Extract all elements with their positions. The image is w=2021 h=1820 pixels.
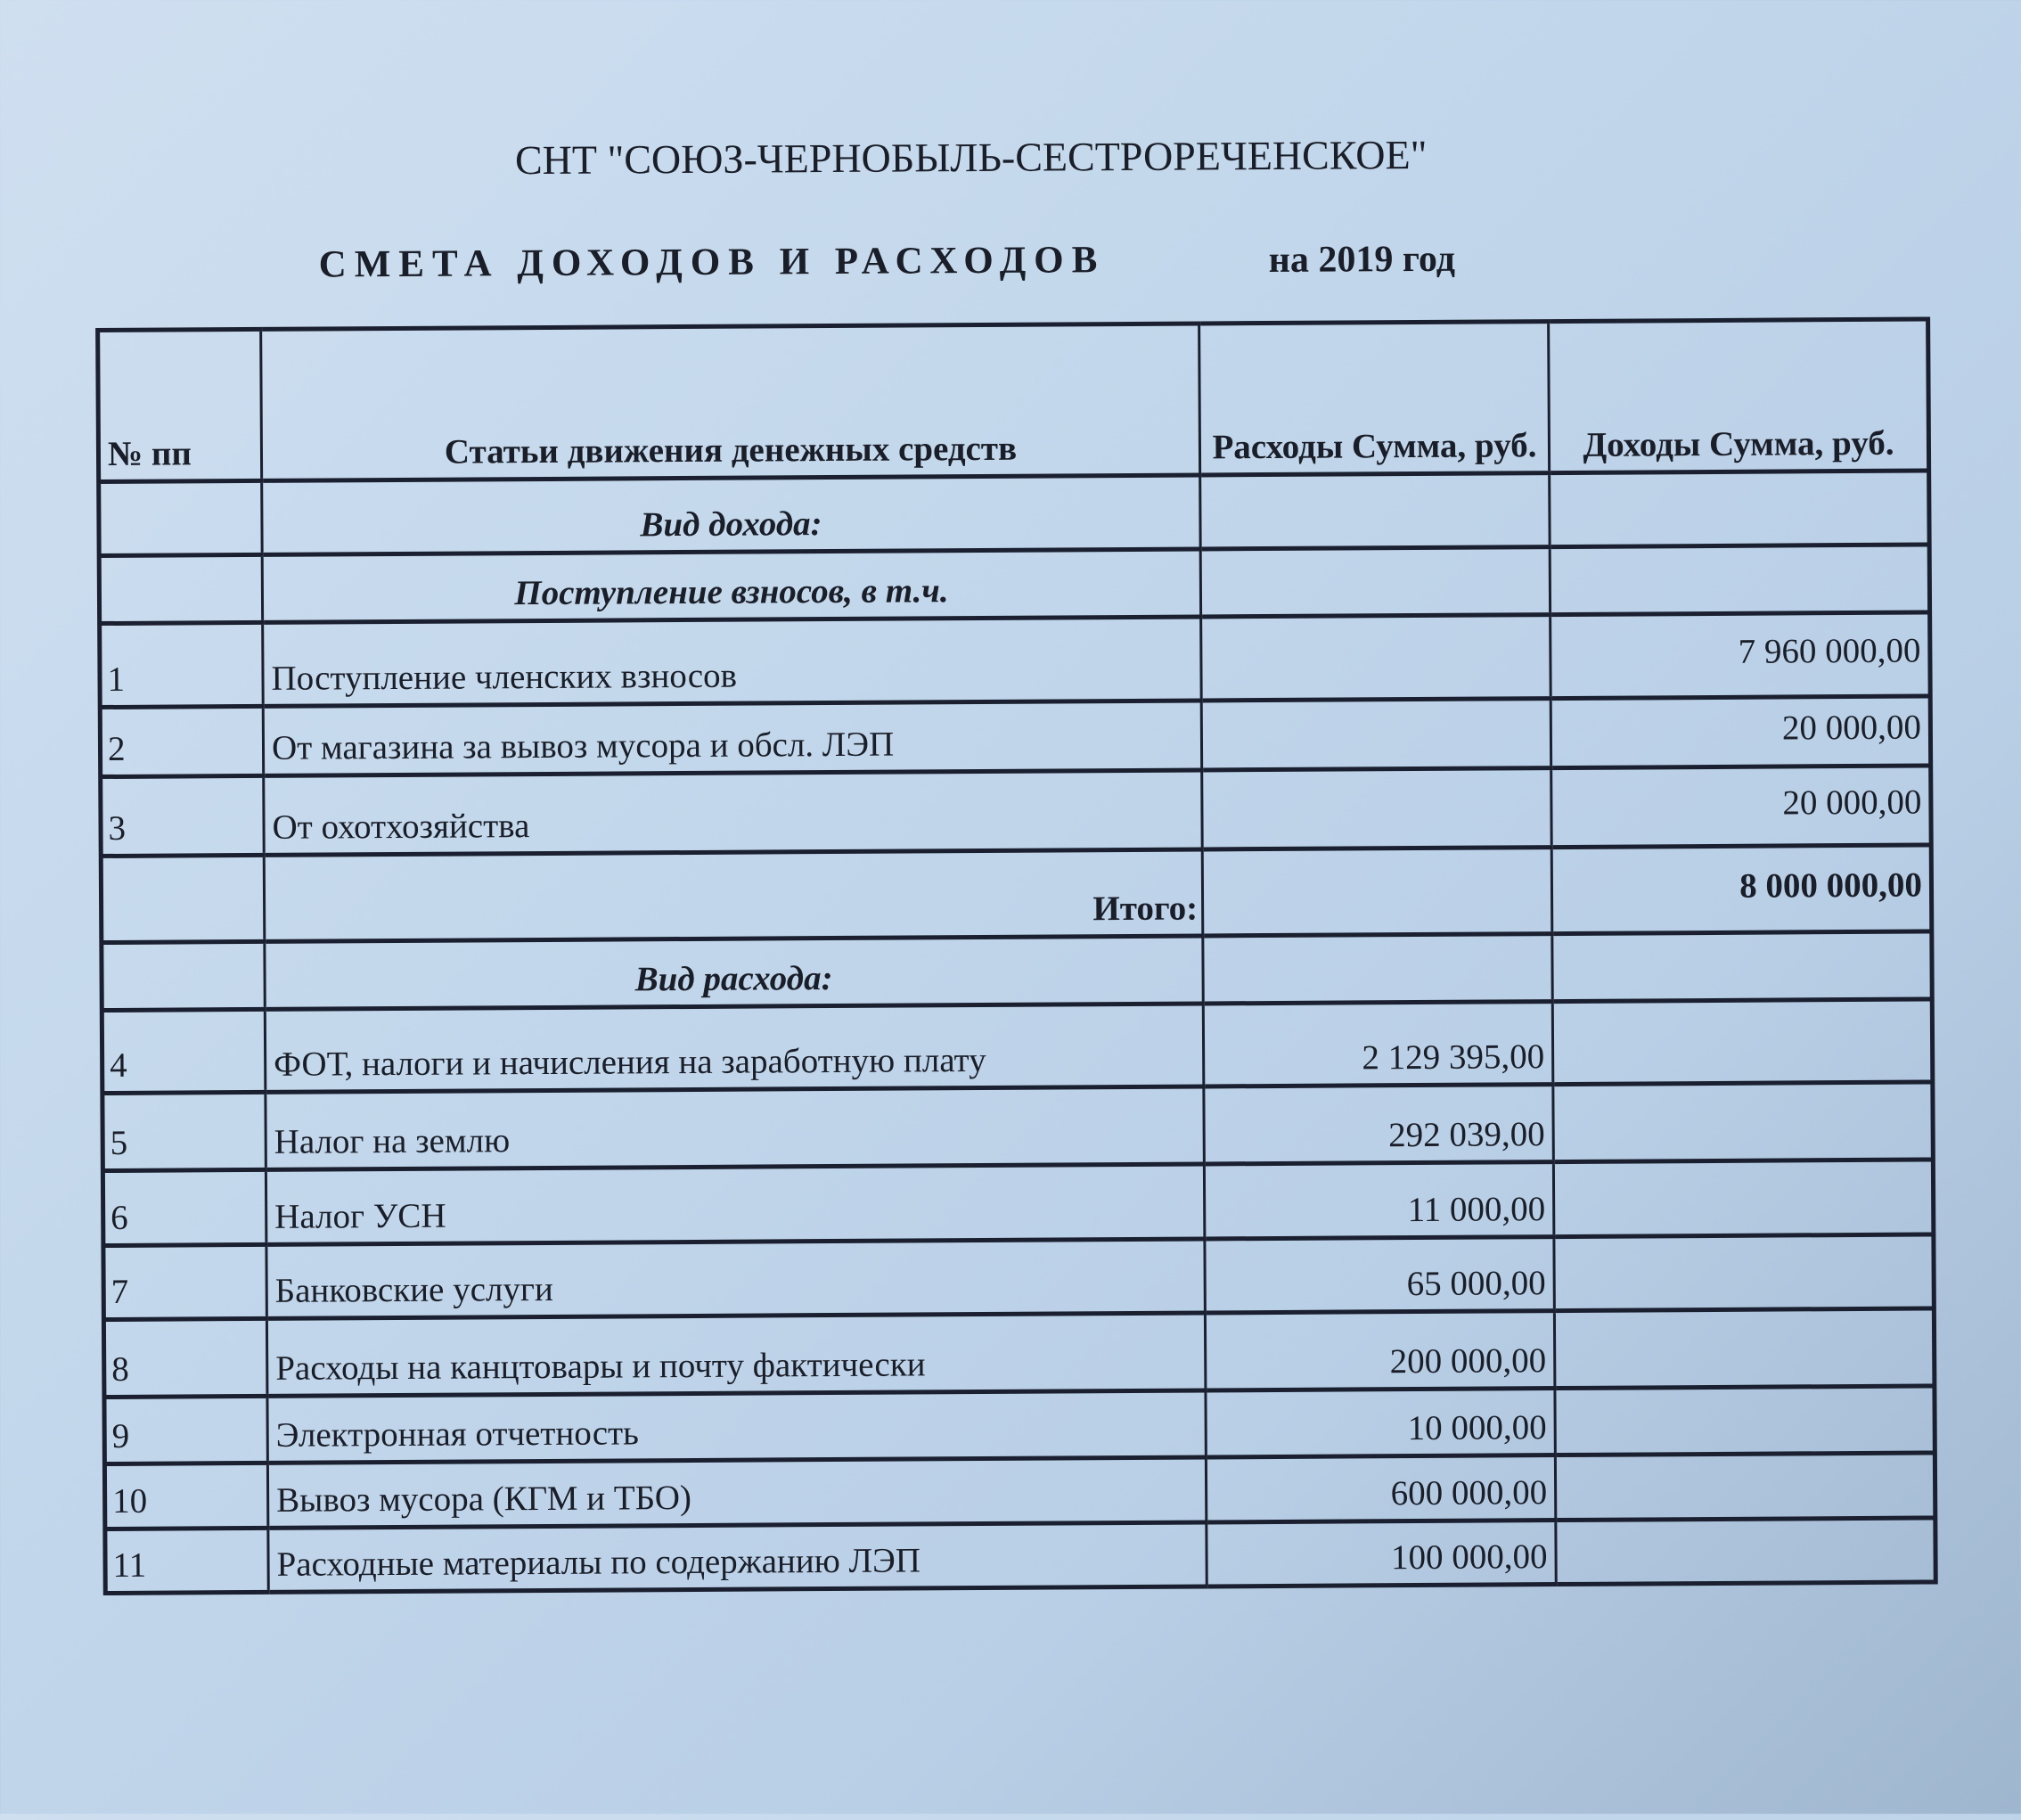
row-num: 3 (101, 775, 265, 856)
row-num: 4 (102, 1009, 266, 1093)
row-item: Электронная отчетность (267, 1390, 1206, 1463)
row-item: От магазина за вывоз мусора и обсл. ЛЭП (263, 701, 1201, 775)
row-item: Налог на землю (266, 1086, 1205, 1169)
expense-section-label: Вид расхода: (265, 936, 1203, 1009)
row-income (1553, 1082, 1934, 1162)
row-income (1554, 1308, 1935, 1389)
row-item: Вывоз мусора (КГМ и ТБО) (267, 1457, 1206, 1528)
row-expense: 200 000,00 (1205, 1311, 1555, 1390)
row-expense: 292 039,00 (1204, 1085, 1554, 1164)
row-num: 9 (104, 1396, 267, 1463)
row-income (1552, 999, 1933, 1085)
row-expense: 100 000,00 (1207, 1521, 1556, 1586)
table-row (101, 766, 1932, 857)
row-income: 7 960 000,00 (1551, 612, 1931, 699)
expense-section-row (102, 931, 1932, 1011)
table-row (102, 1082, 1933, 1171)
header-item: Статьи движения денежных средств (261, 324, 1200, 480)
header-expenses: Расходы Сумма, руб. (1199, 322, 1550, 475)
income-subsection-label: Поступление взносов, в т.ч. (262, 549, 1200, 622)
row-income (1553, 1160, 1934, 1237)
row-num: 7 (103, 1244, 267, 1319)
table-row (105, 1518, 1935, 1594)
table-header-row (98, 319, 1929, 482)
row-item: Расходы на канцтовары и почту фактически (266, 1313, 1206, 1396)
row-expense (1201, 615, 1551, 701)
row-expense (1201, 699, 1551, 770)
table-row (104, 1453, 1935, 1529)
income-total-row (101, 845, 1932, 943)
table-row (100, 612, 1931, 708)
row-item: Расходные материалы по содержанию ЛЭП (268, 1522, 1207, 1592)
row-expense (1202, 768, 1552, 849)
total-income: 8 000 000,00 (1551, 845, 1932, 934)
row-item: Налог УСН (266, 1164, 1204, 1244)
row-num: 6 (102, 1169, 266, 1245)
header-num: № пп (98, 329, 262, 481)
table-row (100, 696, 1930, 777)
row-num: 5 (102, 1092, 266, 1170)
row-expense: 10 000,00 (1206, 1389, 1555, 1457)
row-num: 1 (100, 622, 264, 707)
row-income (1556, 1518, 1935, 1585)
total-label: Итого: (264, 849, 1203, 941)
row-num: 8 (103, 1318, 267, 1397)
row-income: 20 000,00 (1551, 696, 1930, 768)
row-expense: 11 000,00 (1204, 1162, 1554, 1239)
organization-title: СНТ "СОЮЗ-ЧЕРНОБЫЛЬ-СЕСТРОРЕЧЕНСКОЕ" (514, 131, 1428, 184)
row-num: 11 (105, 1528, 268, 1593)
document-period: на 2019 год (1268, 238, 1456, 282)
row-income (1555, 1453, 1935, 1521)
income-section-label: Вид дохода: (262, 475, 1200, 554)
table-row (103, 1234, 1934, 1320)
document-title: СМЕТА ДОХОДОВ И РАСХОДОВ (318, 239, 1106, 286)
row-item: От охотхозяйства (264, 770, 1203, 855)
header-income: Доходы Сумма, руб. (1549, 319, 1929, 473)
row-item: ФОТ, налоги и начисления на заработную плату (265, 1004, 1204, 1092)
table-row (102, 999, 1933, 1094)
row-item: Банковские услуги (266, 1239, 1205, 1318)
income-subsection-row (99, 545, 1929, 624)
income-section-row (99, 471, 1929, 556)
row-expense: 2 129 395,00 (1203, 1002, 1553, 1086)
row-income (1555, 1386, 1935, 1455)
table-row (102, 1160, 1933, 1246)
row-num: 2 (100, 706, 263, 776)
row-item: Поступление членских взносов (263, 617, 1202, 706)
row-num: 10 (104, 1463, 267, 1529)
row-expense: 65 000,00 (1205, 1237, 1554, 1313)
table-row (104, 1386, 1935, 1464)
row-income (1554, 1234, 1934, 1311)
row-expense: 600 000,00 (1206, 1455, 1555, 1522)
row-income: 20 000,00 (1551, 766, 1932, 848)
estimate-table (95, 316, 1938, 1595)
table-row (103, 1308, 1934, 1398)
